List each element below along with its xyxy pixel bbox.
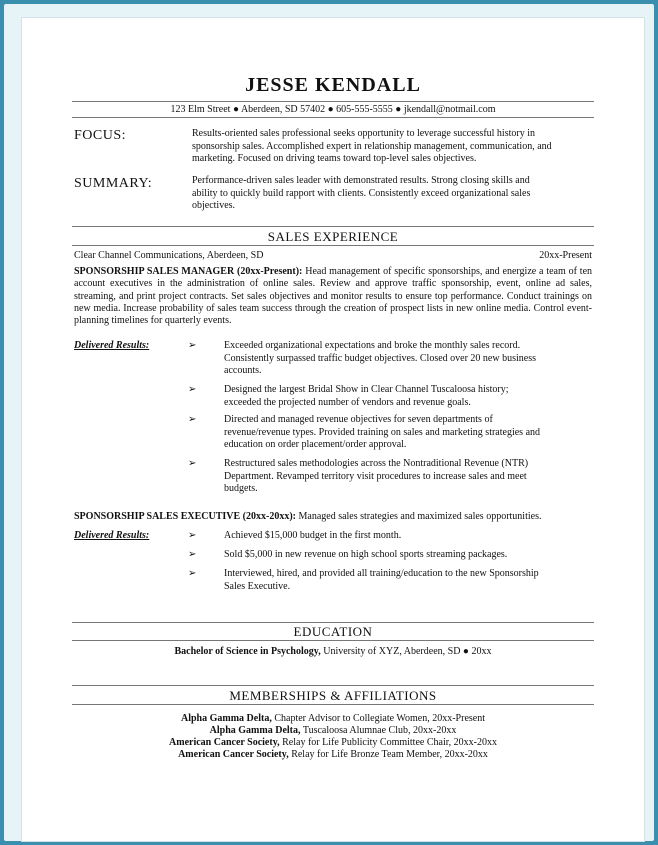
membership-detail: Tuscaloosa Alumnae Club, 20xx-20xx: [300, 725, 457, 736]
membership-detail: Chapter Advisor to Collegiate Women, 20xx-Present: [271, 713, 485, 724]
sales-rule-top: [72, 226, 594, 227]
executive-description: [74, 511, 614, 524]
contact-line: 123 Elm Street ● Aberdeen, SD 57402 ● 605-555-5555 ● jkendall@notmail.com: [170, 104, 496, 115]
bullet-line: Achieved $15,000 budget in the first month.: [224, 530, 402, 541]
bullet-line: exceeded the projected number of vendors and revenue goals.: [224, 396, 471, 408]
manager-bullet: [224, 414, 594, 452]
company-name: Clear Channel Communications, Aberdeen, SD: [74, 250, 264, 261]
education-entry: [22, 646, 644, 658]
membership-item: [22, 737, 644, 749]
executive-bullet: [224, 549, 594, 562]
executive-title: SPONSORSHIP SALES EXECUTIVE (20xx-20xx):: [74, 511, 296, 522]
memberships-title: MEMBERSHIPS & AFFILIATIONS: [229, 688, 437, 703]
arrow-bullet-icon: ➢: [188, 384, 197, 395]
executive-results-label: Delivered Results:: [74, 530, 150, 541]
membership-org: American Cancer Society,: [169, 737, 280, 748]
manager-bullet: [224, 384, 594, 409]
education-rule-bottom: [72, 640, 594, 641]
arrow-bullet-icon: ➢: [188, 414, 197, 425]
bullet-line: Restructured sales methodologies across the Nontraditional Revenue (NTR): [224, 458, 529, 469]
memberships-rule-top: [72, 685, 594, 686]
membership-org: Alpha Gamma Delta,: [181, 713, 272, 724]
company-dates: 20xx-Present: [539, 250, 592, 261]
arrow-bullet-icon: ➢: [188, 458, 197, 469]
degree: Bachelor of Science in Psychology,: [174, 646, 321, 657]
summary-text: [192, 175, 602, 213]
manager-title: SPONSORSHIP SALES MANAGER (20xx-Present):: [74, 266, 303, 277]
bullet-line: Exceeded organizational expectations and broke the monthly sales record.: [224, 340, 521, 351]
bullet-line: Department. Revamped territory visit procedures to increase sales and meet: [224, 470, 527, 482]
bullet-line: Interviewed, hired, and provided all training/education to the new Sponsorship: [224, 568, 539, 579]
executive-bullet: [224, 530, 594, 543]
sales-experience-title: SALES EXPERIENCE: [267, 229, 399, 244]
membership-org: American Cancer Society,: [178, 749, 289, 760]
manager-bullet: [224, 458, 594, 496]
bullet-line: Sold $5,000 in new revenue on high school sports streaming packages.: [224, 549, 508, 560]
focus-label: FOCUS:: [74, 128, 127, 143]
summary-line: objectives.: [192, 200, 236, 211]
page-frame: [4, 4, 654, 841]
focus-line: marketing. Focused on driving teams toward top-level sales objectives.: [192, 153, 477, 164]
membership-detail: Relay for Life Publicity Committee Chair, 20xx-20xx: [279, 737, 497, 748]
membership-detail: Relay for Life Bronze Team Member, 20xx-20xx: [288, 749, 488, 760]
arrow-bullet-icon: ➢: [188, 530, 197, 541]
header-rule-top: [72, 101, 594, 102]
executive-text: Managed sales strategies and maximized sales opportunities.: [295, 511, 542, 522]
bullet-line: accounts.: [224, 365, 262, 376]
arrow-bullet-icon: ➢: [188, 340, 197, 351]
bullet-line: budgets.: [224, 483, 258, 494]
memberships-rule-bottom: [72, 704, 594, 705]
resume-page: [22, 18, 644, 841]
bullet-line: Directed and managed revenue objectives for seven departments of: [224, 414, 493, 425]
bullet-line: education on order placement/order approval.: [224, 439, 407, 450]
header-rule-bottom: [72, 117, 594, 118]
bullet-line: revenue/revenue types. Provided training on sales and marketing strategies and: [224, 426, 541, 438]
sales-rule-bottom: [72, 245, 594, 246]
manager-text: Head management of specific sponsorships, and energize a team of ten account executives in the administration of online sales. Review and approve traffic sponsorship, event, online ad sales, streaming, and print project contracts. Set sales objectives and monitor results to ensure top performance. Conduct trainings on new media. Increase probability of sales team success through the creation of prospect lists in new online media. Control event-planning timelines for quarterly events.: [74, 266, 593, 327]
membership-org: Alpha Gamma Delta,: [209, 725, 301, 736]
education-school: University of XYZ, Aberdeen, SD ● 20xx: [320, 646, 492, 657]
manager-results-label: Delivered Results:: [74, 340, 150, 351]
education-title: EDUCATION: [293, 624, 373, 639]
arrow-bullet-icon: ➢: [188, 568, 197, 579]
resume-name: JESSE KENDALL: [245, 74, 421, 96]
summary-line: Performance-driven sales leader with demonstrated results. Strong closing skills and: [192, 175, 530, 186]
membership-item: [22, 725, 644, 737]
focus-line: Results-oriented sales professional seeks opportunity to leverage successful history in: [192, 128, 535, 139]
manager-description: [74, 266, 592, 327]
membership-item: [22, 749, 644, 761]
summary-label: SUMMARY:: [74, 176, 153, 191]
focus-text: [192, 128, 602, 166]
arrow-bullet-icon: ➢: [188, 549, 197, 560]
bullet-line: Sales Executive.: [224, 580, 291, 592]
manager-bullet: [224, 340, 594, 378]
bullet-line: Consistently surpassed traffic budget objectives. Closed over 20 new business: [224, 352, 536, 364]
membership-item: [22, 713, 644, 725]
executive-bullet: [224, 568, 594, 593]
focus-line: sponsorship sales. Accomplished expert in relationship management, communication, and: [192, 140, 552, 152]
bullet-line: Designed the largest Bridal Show in Clear Channel Tuscaloosa history;: [224, 384, 509, 395]
education-rule-top: [72, 622, 594, 623]
summary-line: ability to quickly build rapport with clients. Consistently exceed organizational sales: [192, 187, 531, 199]
